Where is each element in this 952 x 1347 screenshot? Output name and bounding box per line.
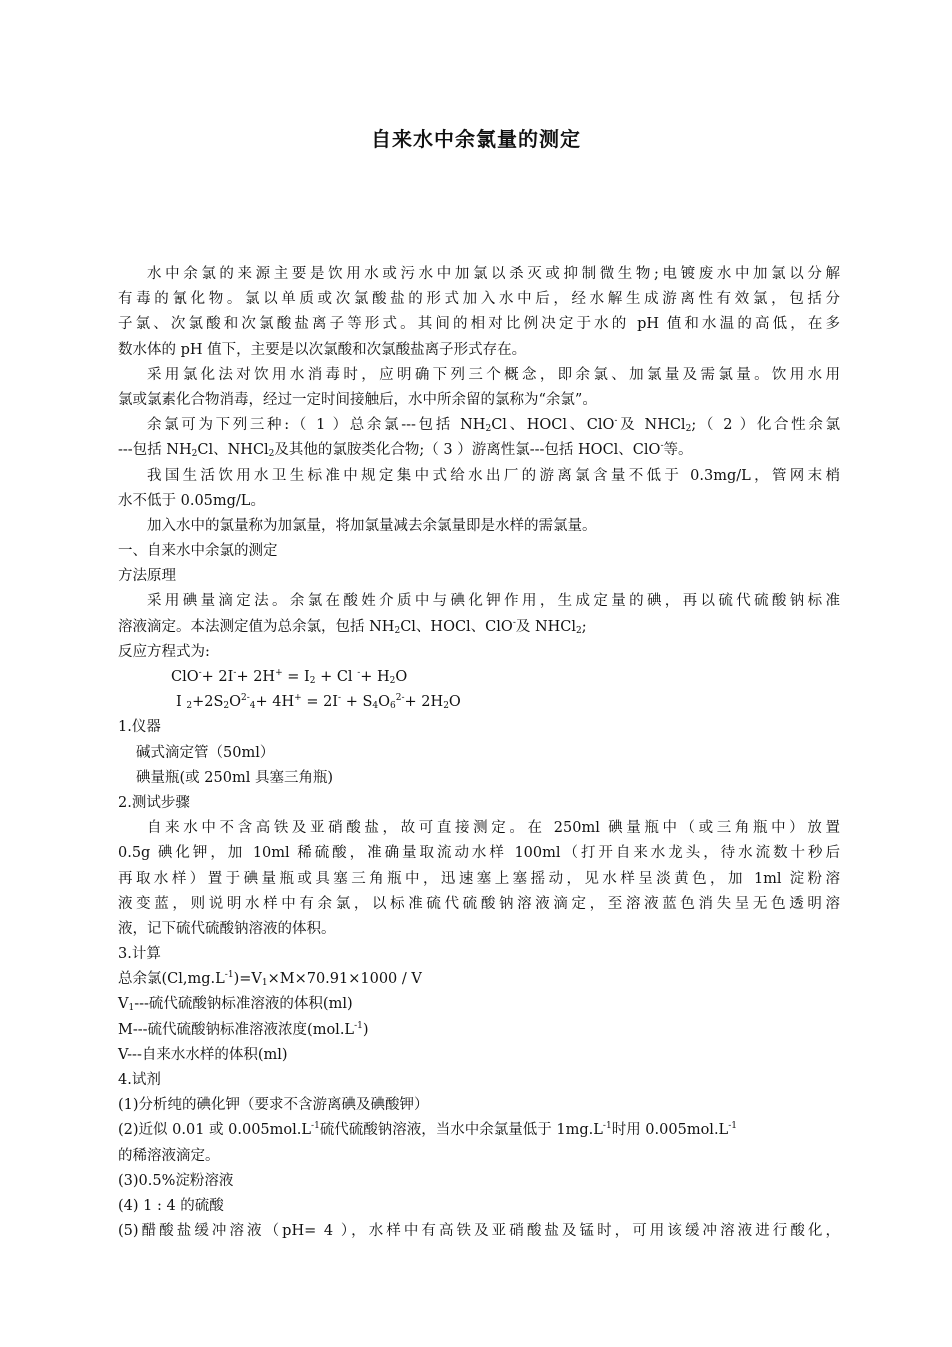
reagent-item: (2)近似 0.01 或 $0.005mol.L^{-1}$硫代硫酸钠溶液，当水中余氯量低于 $1mg.L^{-1}$时用 $0.005mol.L^{-1}$ — [118, 1121, 737, 1139]
equation-2: I $_2+2S_2O^{2-}_4+ 4H^+ = 2I^- + S_4O_6^{2-}+ 2H_2O$ — [176, 693, 461, 712]
text-line: 自来水中不含高铁及亚硝酸盐，故可直接测定。在 250ml 碘量瓶中（或三角瓶中）放置 — [147, 820, 840, 837]
reagent-item: (1)分析纯的碘化钾（要求不含游离碘及碘酸钾） — [118, 1097, 429, 1114]
document-title: 自来水中余氯量的测定 — [371, 127, 581, 151]
text-line: 水不低于 0.05mg/L。 — [118, 492, 265, 509]
text-line: 数水体的 pH 值下，主要是以次氯酸和次氯酸盐离子形式存在。 — [118, 341, 527, 358]
reagent-item: (3)0.5%淀粉溶液 — [118, 1172, 234, 1189]
text-line: 加入水中的氯量称为加氯量，将加氯量减去余氯量即是水样的需氯量。 — [147, 517, 597, 534]
text-line: 的稀溶液滴定。 — [118, 1147, 220, 1164]
text-line: 再取水样）置于碘量瓶或具塞三角瓶中，迅速塞上塞摇动，见水样呈淡黄色，加 1ml 淀粉溶 — [118, 870, 840, 887]
subheading: 1.仪器 — [118, 719, 161, 736]
text-line: 液，记下硫代硫酸钠溶液的体积。 — [118, 920, 336, 937]
formula-variable: V---自来水水样的体积(ml) — [118, 1046, 288, 1063]
text-line: 有毒的氰化物。氯以单质或次氯酸盐的形式加入水中后，经水解生成游离性有效氯，包括分 — [118, 291, 840, 308]
subheading: 2.测试步骤 — [118, 794, 190, 811]
reagent-item: (5)醋酸盐缓冲溶液（pH= 4 ），水样中有高铁及亚硝酸盐及锰时，可用该缓冲溶液进行酸化， — [118, 1223, 840, 1240]
text-line-formula: 余氯可为下列三种:（ 1 ）总余氯---包括 $NH_2Cl$、HOCl、ClO-及 NHCl$_2$;（ 2 ）化合性余氯 — [147, 416, 840, 435]
subheading: 4.试剂 — [118, 1072, 161, 1088]
text-line: 氯或氯素化合物消毒，经过一定时间接触后，水中所余留的氯称为“余氯”。 — [118, 391, 597, 408]
section-heading: 一、自来水中余氯的测定 — [118, 543, 278, 560]
text-line: 反应方程式为: — [118, 643, 210, 660]
text-line: 0.5g 碘化钾，加 10ml 稀硫酸，准确量取流动水样 100ml（打开自来水龙头，待水流数十秒后 — [118, 845, 840, 862]
text-line-formula: ---包括 $NH_2Cl$、NHCl$_2$及其他的氯胺类化合物;（ 3 ）游离性氯---包括 HOCl、ClO-等。 — [118, 441, 693, 460]
formula-total-chlorine: 总余氯$(Cl,mg.L^{-1})=V_1\times M\times 70.91\times 1000 / V$ — [118, 970, 422, 989]
formula-variable: M---硫代硫酸钠标准溶液浓度$(mol.L^{-1})$ — [118, 1020, 369, 1038]
subheading: 3.计算 — [118, 946, 161, 963]
text-line: 子氯、次氯酸和次氯酸盐离子等形式。其间的相对比例决定于水的 pH 值和水温的高低，在多 — [118, 316, 840, 333]
text-line-formula: 溶液滴定。本法测定值为总余氯，包括 $NH_2Cl$、HOCl、ClO-及 NHCl$_2$; — [118, 617, 587, 636]
equation-1: $ClO^-+ 2I^-+ 2H^+ = I_2 + Cl$ $^-+ H_2O$ — [171, 668, 408, 686]
text-line: 采用碘量滴定法。余氯在酸姓介质中与碘化钾作用，生成定量的碘，再以硫代硫酸钠标准 — [147, 593, 840, 610]
text-line: 碱式滴定管（50ml） — [136, 744, 275, 761]
document-body — [118, 262, 840, 1244]
text-line: 采用氯化法对饮用水消毒时，应明确下列三个概念，即余氯、加氯量及需氯量。饮用水用 — [147, 366, 840, 383]
formula-variable: $V_1---$硫代硫酸钠标准溶液的体积(ml) — [118, 996, 353, 1014]
text-line: 水中余氯的来源主要是饮用水或污水中加氯以杀灭或抑制微生物;电镀废水中加氯以分解 — [147, 266, 840, 282]
subheading: 方法原理 — [118, 568, 176, 585]
reagent-item: (4) 1 : 4 的硫酸 — [118, 1197, 224, 1214]
text-line: 碘量瓶(或 250ml 具塞三角瓶) — [136, 769, 334, 786]
text-line: 液变蓝，则说明水样中有余氯，以标准硫代硫酸钠溶液滴定，至溶液蓝色消失呈无色透明溶 — [118, 895, 840, 912]
text-line: 我国生活饮用水卫生标准中规定集中式给水出厂的游离氯含量不低于 0.3mg/L，管网末梢 — [147, 467, 840, 484]
